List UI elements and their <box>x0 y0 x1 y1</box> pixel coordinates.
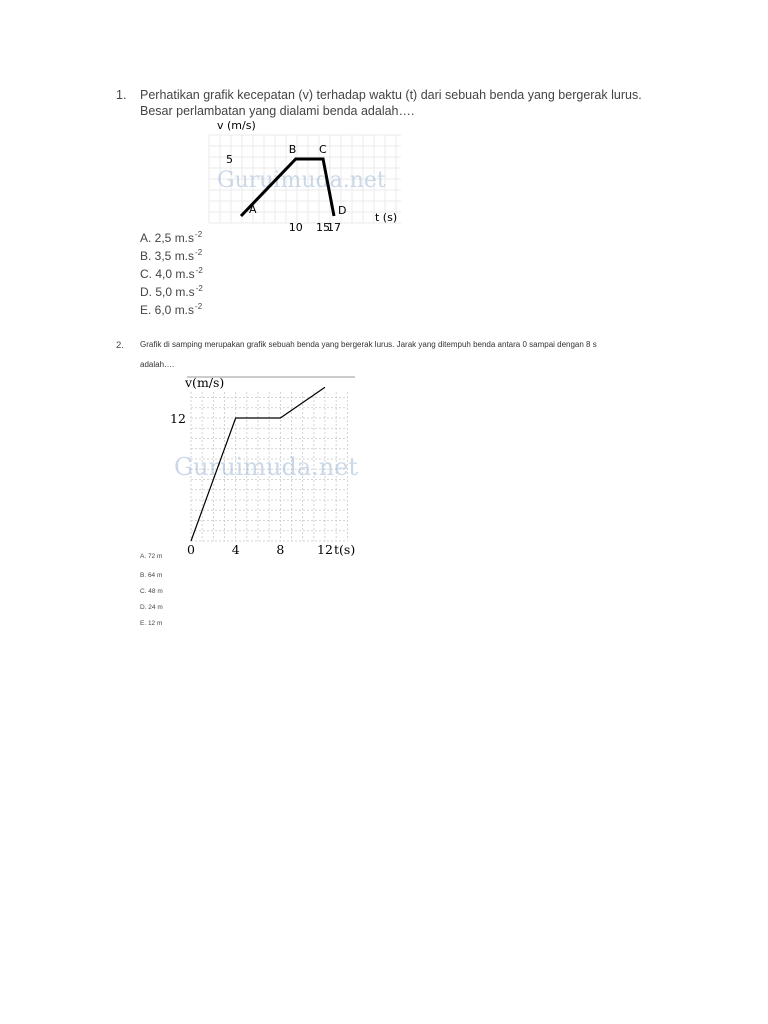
option-text: A. 2,5 m.s <box>140 231 195 245</box>
chart-2-x-tick-label: 8 <box>276 542 285 557</box>
question-1-option <box>140 302 202 317</box>
chart-2-x-axis-label: t(s) <box>334 542 356 557</box>
chart-1-x-tick-label: 15 <box>316 221 331 234</box>
option-text: D. 5,0 m.s <box>140 285 195 299</box>
question-1-option <box>140 284 203 299</box>
chart-1-point-label: B <box>288 143 297 156</box>
chart-1-y-tick-label: 5 <box>226 153 233 166</box>
chart-2-x-tick-label: 12 <box>317 542 333 557</box>
question-2-option: E. 12 m <box>140 620 163 627</box>
chart-2-x-tick-label: 4 <box>231 542 240 557</box>
chart-2-watermark: Guruimuda.net <box>174 453 359 481</box>
chart-2-y-tick-label: 12 <box>170 411 186 426</box>
question-2-option: A. 72 m <box>140 553 163 560</box>
chart-1-y-axis-label: v (m/s) <box>217 119 256 132</box>
chart-2-y-axis-label: v(m/s) <box>185 375 225 390</box>
option-exponent: -2 <box>195 248 203 257</box>
question-1-number: 1. <box>116 88 127 102</box>
question-2-option: B. 64 m <box>140 572 163 579</box>
question-2-option: C. 48 m <box>140 588 163 595</box>
chart-1-watermark: Guruimuda.net <box>217 168 386 193</box>
chart-1-point-label: C <box>319 143 327 156</box>
option-exponent: -2 <box>195 230 203 239</box>
question-1-text-line1: Perhatikan grafik kecepatan (v) terhadap waktu (t) dari sebuah benda yang bergerak lurus. <box>140 88 642 102</box>
velocity-time-chart-1 <box>205 115 415 240</box>
chart-1-point-label: A <box>249 203 257 216</box>
question-2-number: 2. <box>116 340 124 351</box>
question-1-option <box>140 248 202 263</box>
question-2-text-line2: adalah…. <box>140 360 175 369</box>
question-2-option: D. 24 m <box>140 604 163 611</box>
question-2-text-line1: Grafik di samping merupakan grafik sebuah benda yang bergerak lurus. Jarak yang ditempuh benda antara 0 sampai dengan 8 s <box>140 340 597 349</box>
option-text: C. 4,0 m.s <box>140 267 195 281</box>
chart-1-point-label: D <box>338 204 347 217</box>
question-1-option <box>140 230 202 245</box>
option-exponent: -2 <box>195 284 203 293</box>
chart-2-x-tick-label: 0 <box>187 542 195 557</box>
velocity-time-chart-2 <box>165 368 365 563</box>
question-1-text-line2: Besar perlambatan yang dialami benda adalah…. <box>140 104 415 118</box>
option-text: E. 6,0 m.s <box>140 303 195 317</box>
chart-1-x-axis-label: t (s) <box>375 211 398 224</box>
option-text: B. 3,5 m.s <box>140 249 195 263</box>
chart-1-x-tick-label: 10 <box>288 221 303 234</box>
question-1-option <box>140 266 203 281</box>
option-exponent: -2 <box>195 266 203 275</box>
option-exponent: -2 <box>195 302 203 311</box>
chart-1-x-tick-label: 17 <box>327 221 341 234</box>
